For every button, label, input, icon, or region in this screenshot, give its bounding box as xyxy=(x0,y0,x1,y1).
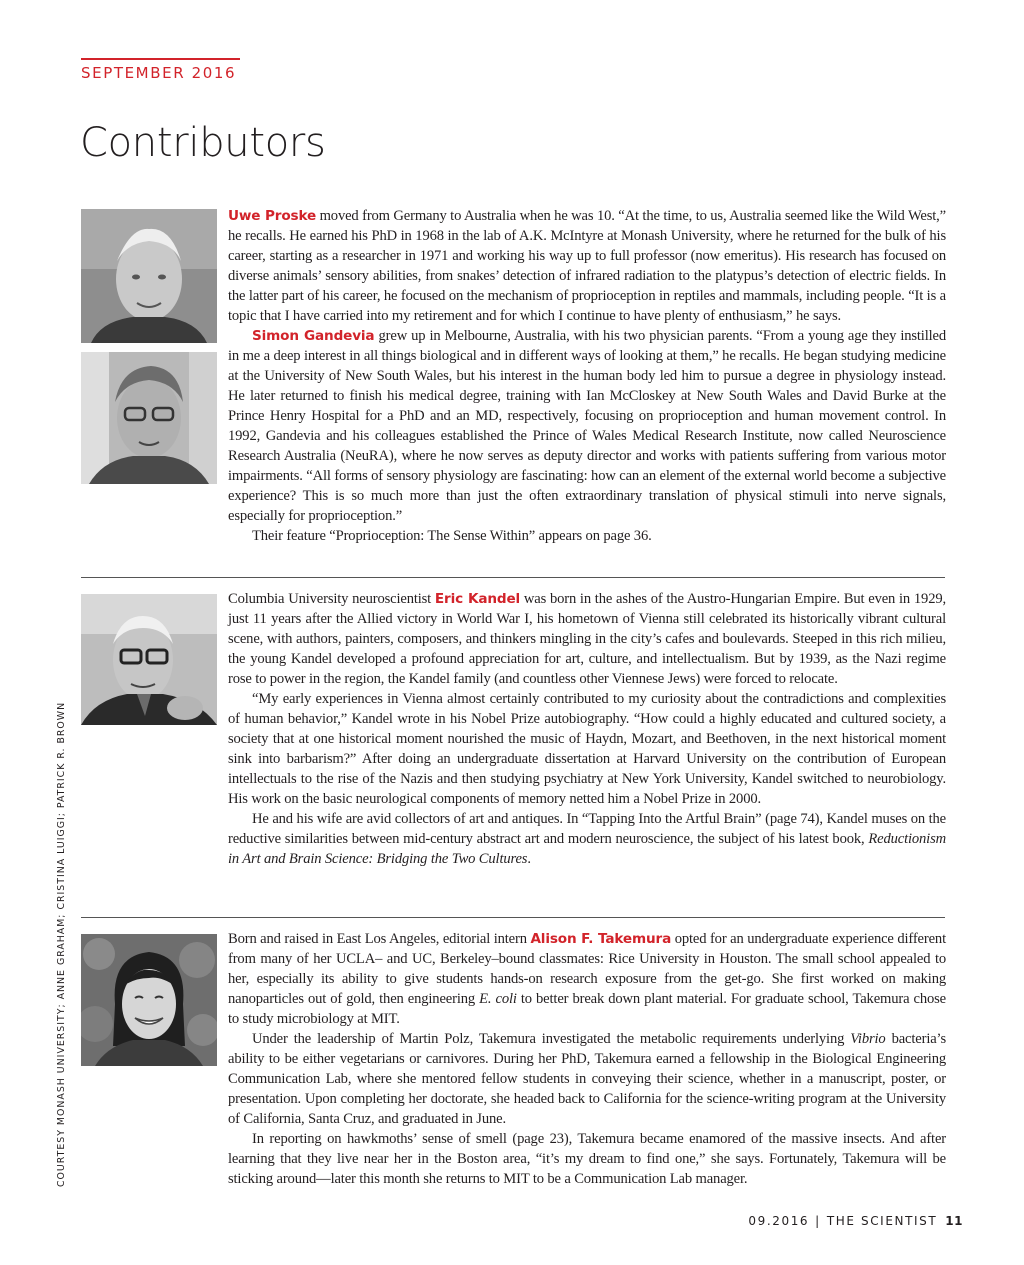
page-number: 11 xyxy=(945,1214,963,1228)
bio-paragraph xyxy=(228,1029,946,1129)
page-footer xyxy=(748,1214,963,1228)
bio-text: moved from Germany to Australia when he was 10. “At the time, to us, Australia seemed like the Wild West,” he recalls. He earned his PhD in 1968 in the lab of A.K. McIntyre at Monash University, where he returned for the bulk of his career, starting as a researcher in 1971 and working his way up to full professor (now emeritus). His research has focused on diverse animals’ sensory abilities, from snakes’ detection of infrared radiation to the platypus’s detection of electric fields. In the latter part of his career, he focused on the mechanism of proprioception in reptiles and mammals, including people. “It is a topic that I have carried into my retirement and for which I continue to have plenty of enthusiasm,” he says. xyxy=(228,208,946,324)
page-title: Contributors xyxy=(80,120,326,166)
section-divider xyxy=(81,577,945,578)
bio-text: Under the leadership of Martin Polz, Takemura investigated the metabolic requirements underlying xyxy=(252,1031,851,1047)
bio-simon-gandevia xyxy=(228,326,946,526)
section-divider xyxy=(81,917,945,918)
genus-name: Vibrio xyxy=(850,1031,886,1047)
bio-text: bacteria’s ability to be either vegetarians or carnivores. During her PhD, Takemura earned a fellowship in the Biological Engineering Communication Lab, where she mentored fellow students in conveying their science, whether in a manuscript, poster, or presentation. Upon completing her doctorate, she headed back to California for the science-writing program at the University of California, Santa Cruz, and graduated in June. xyxy=(228,1031,946,1127)
bio-paragraph: “My early experiences in Vienna almost certainly contributed to my curiosity about the contradictions and complexities of human behavior,” Kandel wrote in his Nobel Prize autobiography. “How could a highly educated and cultured society, a society that at one historical moment nourished the music of Haydn, Mozart, and Beethoven, in the next historical moment sink into barbarism?” After doing an undergraduate dissertation at Harvard University on the contribution of European intellectuals to the rise of the Nazis and then studying psychiatry at New York University, Kandel switched to neurobiology. His work on the basic neurological components of memory netted him a Nobel Prize in 2000. xyxy=(228,691,946,807)
contributor-name: Simon Gandevia xyxy=(252,328,375,344)
contributor-name: Uwe Proske xyxy=(228,208,317,224)
bio-text: opted for an undergraduate experience different from many of her UCLA– and UC, Berkeley–bound classmates: Rice University in Houston. The small school appealed to her, especially its ability to give students hands-on research exposure from the get-go. She first worked on making nanoparticles out of gold, then engineering xyxy=(228,931,946,1007)
portrait-uwe-proske xyxy=(81,209,217,343)
bio-text: to better break down plant material. For graduate school, Takemura chose to study microbiology at MIT. xyxy=(228,991,946,1027)
header-rule xyxy=(81,58,240,60)
portrait-eric-kandel xyxy=(81,594,217,725)
bio-alison-takemura xyxy=(228,929,946,1029)
feature-note: Their feature “Proprioception: The Sense Within” appears on page 36. xyxy=(252,528,652,544)
feature-note xyxy=(228,809,946,869)
bio-text: Born and raised in East Los Angeles, editorial intern xyxy=(228,931,531,947)
bio-text: grew up in Melbourne, Australia, with his two physician parents. “From a young age they instilled in me a deep interest in all things biological and in different ways of looking at them,” he recalls. He began studying medicine at the University of New South Wales, but his interest in the human body led him to pursue a degree in physiology instead. He later returned to finish his medical degree, training with Ian McCloskey at New South Wales and David Burke at the Prince Henry Hospital for a PhD and an MD, respectively, focusing on proprioception and human movement control. In 1992, Gandevia and his colleagues established the Prince of Wales Medical Research Institute, now called Neuroscience Research Australia (NeuRA), where he now serves as deputy director and works with patients suffering from various motor impairments. “All forms of sensory physiology are fascinating: how can an element of the external world become a subjective experience? This is so much more than just the often extraordinary translation of physical stimuli into nerve signals, especially for proprioception.” xyxy=(228,328,946,524)
footer-date: 09.2016 xyxy=(748,1214,810,1228)
bio-text: . xyxy=(527,851,531,867)
bio-text: Columbia University neuroscientist xyxy=(228,591,435,607)
bio-text: was born in the ashes of the Austro-Hungarian Empire. But even in 1929, just 11 years after the Allied victory in World War I, his hometown of Vienna still celebrated its historically vibrant cultural scene, with authors, painters, composers, and thinkers mingling in the city’s cafes and boulevards. Steeped in this rich milieu, the young Kandel developed a profound appreciation for art, culture, and intellectualism. But by 1939, as the Nazi regime rose to power in the region, the Kandel family (and countless other Viennese Jews) were forced to relocate. xyxy=(228,591,946,687)
footer-magazine: THE SCIENTIST xyxy=(826,1214,938,1228)
portrait-alison-takemura xyxy=(81,934,217,1066)
contributor-name: Alison F. Takemura xyxy=(530,931,672,947)
footer-separator: | xyxy=(815,1214,821,1228)
issue-date: SEPTEMBER 2016 xyxy=(81,64,237,82)
portrait-simon-gandevia xyxy=(81,352,217,484)
bio-eric-kandel xyxy=(228,589,946,689)
bio-text: He and his wife are avid collectors of art and antiques. In “Tapping Into the Artful Brain” (page 74), Kandel muses on the reductive similarities between mid-century abstract art and modern neuroscience, the subject of his latest book, xyxy=(228,811,946,847)
contributor-section-proske-gandevia xyxy=(228,206,946,546)
species-name: E. coli xyxy=(479,991,517,1007)
photo-credit: COURTESY MONASH UNIVERSITY; ANNE GRAHAM; CRISTINA LUIGGI; PATRICK R. BROWN xyxy=(56,701,67,1187)
book-title: Reductionism in Art and Brain Science: Bridging the Two Cultures xyxy=(228,831,946,867)
bio-uwe-proske xyxy=(228,206,946,326)
contributor-section-takemura xyxy=(228,929,946,1189)
contributor-name: Eric Kandel xyxy=(434,591,521,607)
contributor-section-kandel xyxy=(228,589,946,869)
feature-note: In reporting on hawkmoths’ sense of smell (page 23), Takemura became enamored of the massive insects. And after learning that they live near her in the Boston area, “it’s my dream to find one,” she says. Fortunately, Takemura will be sticking around—later this month she returns to MIT to be a Communication Lab manager. xyxy=(228,1131,946,1187)
